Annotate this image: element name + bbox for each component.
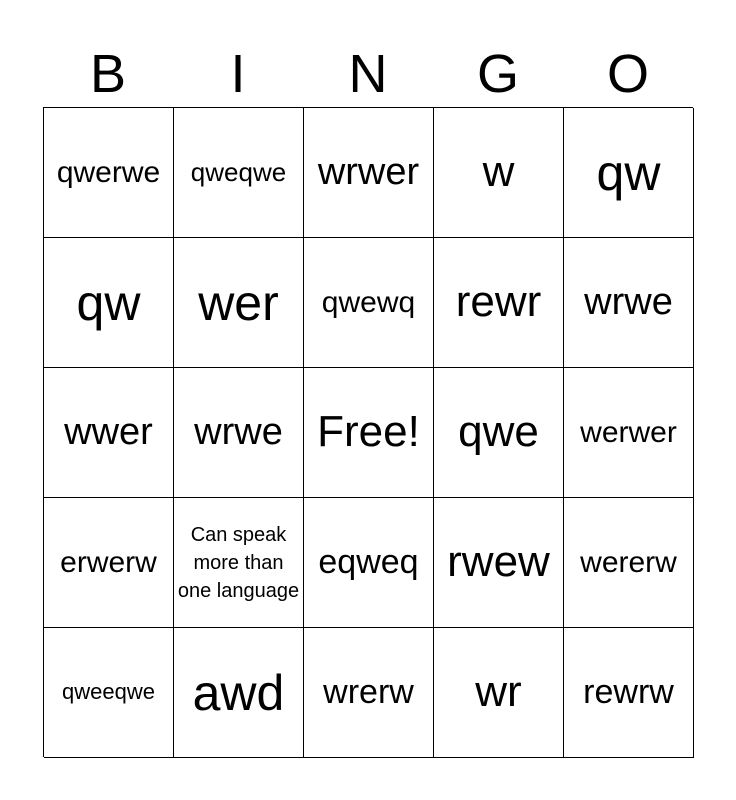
free-space-cell[interactable]: Free!: [304, 368, 434, 498]
header-letter-b: B: [89, 44, 127, 104]
bingo-cell[interactable]: wr: [434, 628, 564, 758]
bingo-cell[interactable]: rewrw: [564, 628, 694, 758]
bingo-cell[interactable]: eqweq: [304, 498, 434, 628]
header-letter-n: N: [348, 44, 388, 104]
bingo-cell[interactable]: erwerw: [44, 498, 174, 628]
bingo-cell[interactable]: wrwe: [174, 368, 304, 498]
bingo-board: [43, 107, 693, 757]
bingo-cell[interactable]: werwer: [564, 368, 694, 498]
bingo-cell[interactable]: wrerw: [304, 628, 434, 758]
bingo-cell[interactable]: qwe: [434, 368, 564, 498]
bingo-cell[interactable]: rwew: [434, 498, 564, 628]
bingo-cell[interactable]: w: [434, 108, 564, 238]
header-letter-o: O: [606, 44, 649, 104]
bingo-cell[interactable]: wer: [174, 238, 304, 368]
bingo-cell[interactable]: qwerwe: [44, 108, 174, 238]
bingo-cell[interactable]: rewr: [434, 238, 564, 368]
bingo-cell[interactable]: qw: [44, 238, 174, 368]
bingo-cell[interactable]: wererw: [564, 498, 694, 628]
bingo-cell[interactable]: wwer: [44, 368, 174, 498]
bingo-cell[interactable]: awd: [174, 628, 304, 758]
bingo-header: [43, 44, 693, 104]
bingo-cell[interactable]: qweqwe: [174, 108, 304, 238]
bingo-cell[interactable]: qw: [564, 108, 694, 238]
bingo-cell[interactable]: Can speak more than one language: [174, 498, 304, 628]
header-letter-g: G: [476, 44, 519, 104]
bingo-cell[interactable]: wrwer: [304, 108, 434, 238]
bingo-cell[interactable]: qweeqwe: [44, 628, 174, 758]
bingo-cell[interactable]: wrwe: [564, 238, 694, 368]
header-letter-i: I: [230, 44, 246, 104]
bingo-cell[interactable]: qwewq: [304, 238, 434, 368]
